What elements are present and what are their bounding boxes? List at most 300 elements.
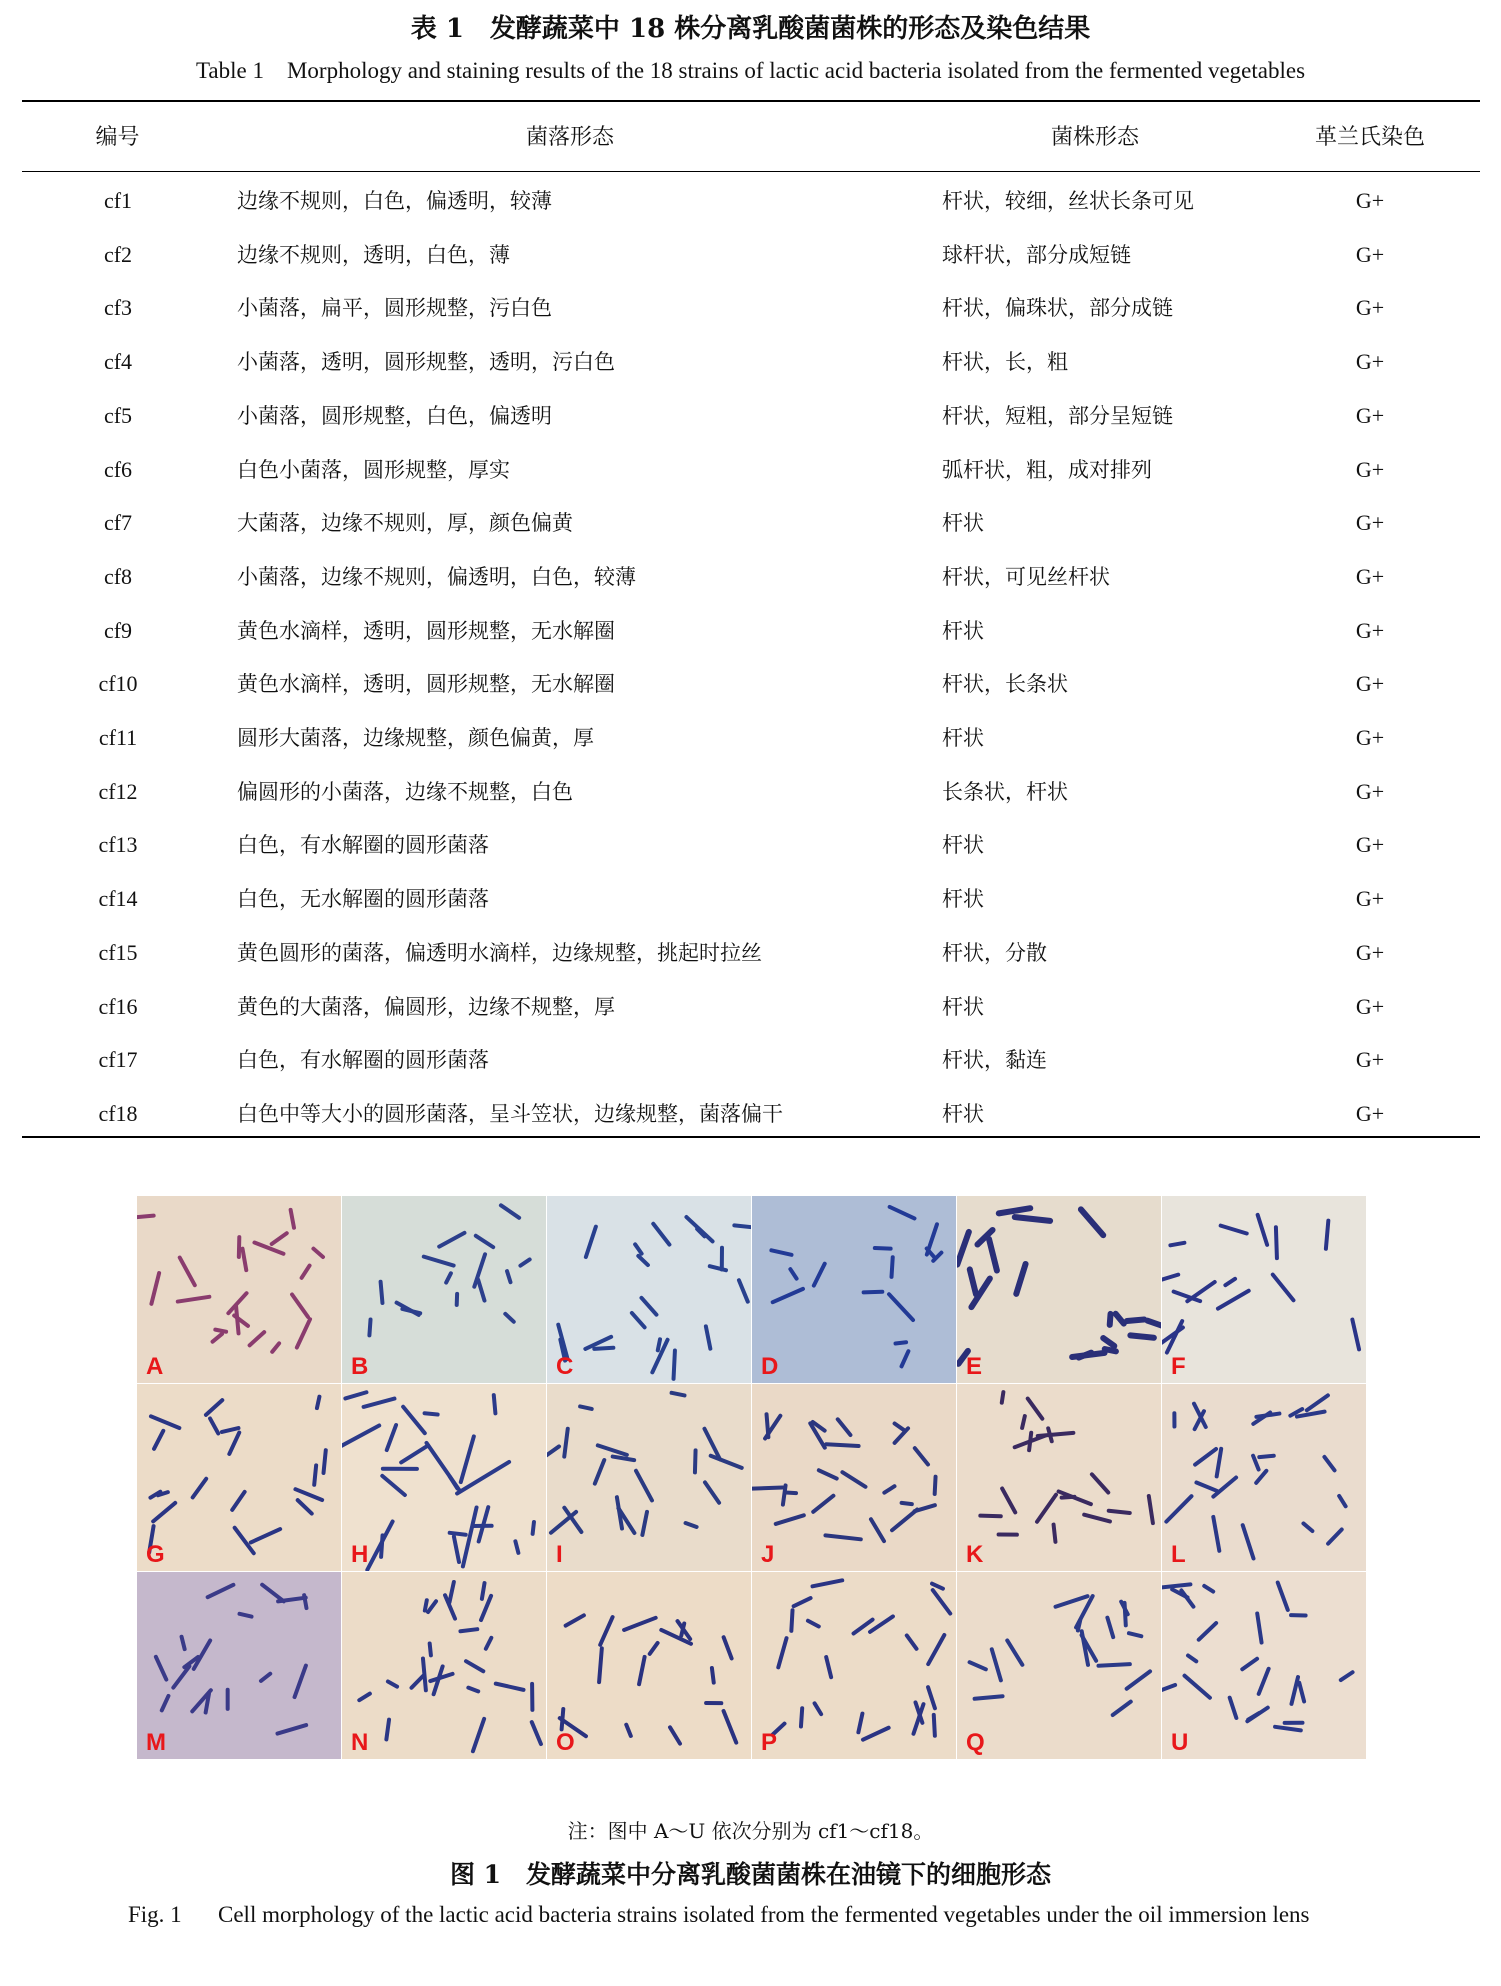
bacterium-cell [449, 1582, 453, 1602]
bacterium-cell [705, 1482, 719, 1502]
bacterium-cell [635, 1244, 642, 1253]
cell-id: cf2 [103, 241, 133, 267]
table-title-en: Table 1 Morphology and staining results of the 18 strains of lactic acid bacteria isolated from the fermented vegetables [195, 58, 1306, 83]
bacterium-cell [1247, 1708, 1267, 1722]
bacterium-cell [626, 1725, 631, 1736]
bacterium-cell [1054, 1525, 1056, 1542]
bacterium-cell [180, 1258, 195, 1286]
cell-colony: 黄色水滴样，透明，圆形规整，无水解圈 [237, 618, 615, 643]
bacterium-cell [980, 1516, 1000, 1517]
cell-cell-shape: 杆状 [942, 726, 984, 750]
cell-id: cf18 [98, 1100, 138, 1126]
bacterium-cell [1196, 1482, 1217, 1490]
table-header-rule [22, 171, 1480, 172]
cell-id: cf3 [103, 295, 133, 321]
cell-colony: 小菌落，圆形规整，白色，偏透明 [237, 403, 552, 428]
panel-label: J [761, 1541, 775, 1568]
bacterium-cell [1162, 1584, 1190, 1587]
bacterium-cell [151, 1416, 179, 1428]
cell-colony: 小菌落，透明，圆形规整，透明，污白色 [237, 350, 615, 375]
bacterium-cell [261, 1674, 270, 1681]
bacterium-cell [359, 1694, 370, 1701]
panel-label: E [966, 1353, 983, 1380]
table-row [0, 872, 1501, 926]
micrograph-image [547, 1196, 751, 1383]
bacterium-cell [801, 1708, 802, 1726]
bacterium-cell [624, 1618, 656, 1630]
bacterium-cell [819, 1470, 837, 1478]
cell-gram: G+ [1355, 402, 1385, 428]
bacterium-cell [706, 1326, 710, 1348]
table-bottom-rule [22, 1136, 1480, 1138]
bacterium-cell [686, 1217, 712, 1241]
bacterium-cell [613, 1457, 634, 1461]
bacterium-cell [1130, 1335, 1153, 1337]
header-cell: 菌株形态 [1050, 125, 1139, 150]
cell-gram: G+ [1355, 1047, 1385, 1073]
bacterium-cell [778, 1638, 786, 1667]
bacterium-cell [928, 1687, 935, 1708]
bacterium-cell [1213, 1477, 1236, 1496]
bacterium-cell [814, 1264, 825, 1286]
bacterium-cell [884, 1486, 894, 1492]
micrograph-panel [547, 1196, 751, 1383]
bacterium-cell [776, 1515, 804, 1524]
micrograph-panel [137, 1572, 341, 1759]
bacterium-cell [478, 1280, 484, 1301]
bacterium-cell [210, 1419, 218, 1434]
bacterium-cell [397, 1303, 419, 1315]
micrograph-image [752, 1196, 956, 1383]
bacterium-cell [1324, 1457, 1334, 1470]
bacterium-cell [813, 1496, 833, 1512]
bacterium-cell [1162, 1275, 1178, 1281]
bacterium-cell [381, 1282, 383, 1303]
bacterium-cell [653, 1224, 669, 1245]
bacterium-cell [915, 1448, 928, 1464]
panel-label: D [761, 1353, 779, 1380]
cell-id: cf13 [98, 832, 138, 858]
figure-caption-en: Cell morphology of the lactic acid bacteria strains isolated from the fermented vegetables under the oil immersion lens [218, 1902, 1310, 1927]
bacterium-cell [599, 1648, 602, 1682]
bacterium-cell [1098, 1664, 1129, 1666]
bacterium-cell [387, 1425, 396, 1450]
table-title-cn: 表 1 发酵蔬菜中 18 株分离乳酸菌菌株的形态及染色结果 [410, 14, 1091, 44]
cell-cell-shape: 杆状，分散 [942, 940, 1047, 965]
bacterium-cell [1217, 1449, 1222, 1477]
bacterium-cell [1038, 1433, 1074, 1436]
cell-cell-shape: 长条状，杆状 [942, 779, 1068, 804]
micrograph-panel [957, 1384, 1161, 1571]
cell-gram: G+ [1355, 241, 1385, 267]
bacterium-cell [632, 1313, 645, 1327]
bacterium-cell [1107, 1618, 1113, 1638]
bacterium-cell [194, 1640, 210, 1668]
bacterium-cell [1339, 1496, 1345, 1506]
bacterium-cell [460, 1629, 477, 1631]
bacterium-cell [739, 1280, 748, 1301]
cell-colony: 边缘不规则，透明，白色，薄 [237, 242, 510, 267]
bacterium-cell [826, 1657, 831, 1677]
cell-id: cf17 [98, 1047, 138, 1073]
bacterium-cell [1022, 1416, 1025, 1428]
micrograph-panel [342, 1196, 546, 1383]
table-row [0, 174, 1501, 228]
bacterium-cell [712, 1668, 714, 1683]
bacterium-cell [617, 1497, 622, 1528]
bacterium-cell [272, 1343, 279, 1351]
header-id: 编号 [95, 125, 140, 150]
bacterium-cell [1259, 1669, 1269, 1694]
bacterium-cell [1303, 1523, 1312, 1531]
cell-id: cf9 [103, 617, 133, 643]
cell-cell-shape: 杆状 [942, 887, 984, 912]
bacterium-cell [473, 1719, 484, 1751]
bacterium-cell [382, 1476, 405, 1495]
cell-gram: G+ [1355, 188, 1385, 213]
bacterium-cell [381, 1535, 382, 1556]
bacterium-cell [515, 1541, 518, 1553]
table-row [0, 1087, 1501, 1141]
micrograph-image [342, 1384, 546, 1571]
bacterium-cell [1062, 1497, 1075, 1498]
bacterium-cell [277, 1725, 306, 1734]
bacterium-cell [425, 1600, 427, 1610]
cell-cell-shape: 杆状 [942, 1101, 984, 1126]
figure-number-en: Fig. 1 [128, 1902, 182, 1927]
micrograph-image [547, 1384, 751, 1571]
bacterium-cell [403, 1407, 425, 1433]
micrograph-panel [342, 1384, 546, 1571]
bacterium-cell [254, 1243, 283, 1254]
bacterium-cell [752, 1487, 783, 1488]
cell-colony: 白色小菌落，圆形规整，厚实 [237, 457, 510, 482]
bacterium-cell [970, 1269, 976, 1294]
panel-label: B [351, 1353, 369, 1380]
table-row [0, 228, 1501, 282]
panel-label: L [1171, 1541, 1186, 1568]
bacterium-cell [586, 1227, 596, 1257]
cell-gram: G+ [1355, 456, 1385, 482]
bacterium-cell [957, 1232, 969, 1265]
bacterium-cell [533, 1522, 534, 1534]
bacterium-cell [1213, 1517, 1219, 1551]
table-row [0, 496, 1501, 550]
bacterium-cell [892, 1257, 893, 1277]
cell-gram: G+ [1355, 1100, 1385, 1126]
bacterium-cell [439, 1233, 464, 1247]
bacterium-cell [232, 1492, 244, 1510]
micrograph-panel [957, 1572, 1161, 1759]
micrograph-image [957, 1384, 1161, 1571]
bacterium-cell [970, 1662, 986, 1669]
bacterium-cell [193, 1479, 207, 1498]
bacterium-cell [313, 1249, 323, 1257]
bacterium-cell [1257, 1614, 1261, 1643]
micrograph-panel [547, 1572, 751, 1759]
cell-id: cf10 [98, 671, 138, 697]
micrograph-grid [137, 1196, 1366, 1759]
bacterium-cell [532, 1722, 541, 1744]
table-row [0, 1033, 1501, 1087]
bacterium-cell [291, 1210, 294, 1228]
bacterium-cell [1297, 1412, 1325, 1417]
micrograph-panel [1162, 1196, 1366, 1383]
table-row [0, 443, 1501, 497]
bacterium-cell [206, 1400, 222, 1415]
cell-id: cf11 [98, 725, 138, 750]
bacterium-cell [1243, 1525, 1254, 1558]
bacterium-cell [1056, 1596, 1088, 1607]
bacterium-cell [1256, 1471, 1266, 1483]
bacterium-cell [566, 1615, 584, 1625]
bacterium-cell [137, 1216, 154, 1218]
micrograph-panel [752, 1384, 956, 1571]
bacterium-cell [430, 1643, 431, 1655]
bacterium-cell [790, 1269, 796, 1278]
bacterium-cell [463, 1507, 477, 1566]
bacterium-cell [1116, 1314, 1124, 1324]
bacterium-cell [1127, 1671, 1150, 1688]
micrograph-panel [342, 1572, 546, 1759]
cell-id: cf5 [103, 402, 133, 428]
figure-title-en [128, 1895, 1388, 1935]
bacterium-cell [771, 1250, 791, 1255]
bacterium-cell [989, 1239, 997, 1270]
bacterium-cell [1103, 1338, 1114, 1346]
bacterium-cell [890, 1207, 915, 1219]
bacterium-cell [229, 1433, 239, 1454]
panel-label: N [351, 1729, 369, 1756]
bacterium-cell [928, 1635, 944, 1664]
cell-id: cf12 [98, 778, 138, 804]
cell-id: cf8 [103, 563, 133, 589]
micrograph-image [1162, 1572, 1366, 1759]
cell-cell-shape: 杆状，短粗，部分呈短链 [942, 403, 1173, 428]
table-row [0, 550, 1501, 604]
table-row [0, 980, 1501, 1034]
cell-cell-shape: 杆状，黏连 [942, 1048, 1047, 1073]
bacterium-cell [1015, 1217, 1050, 1221]
bacterium-cell [547, 1446, 559, 1458]
panel-label: K [966, 1541, 984, 1568]
bacterium-cell [975, 1696, 1003, 1699]
bacterium-cell [314, 1465, 316, 1484]
bacterium-cell [424, 1257, 454, 1266]
cell-gram: G+ [1355, 671, 1385, 697]
bacterium-cell [786, 1493, 796, 1494]
micrograph-panel [547, 1384, 751, 1571]
bacterium-cell [594, 1348, 613, 1349]
bacterium-cell [1110, 1314, 1111, 1325]
bacterium-cell [642, 1512, 647, 1535]
panel-label: Q [966, 1729, 985, 1756]
bacterium-cell [292, 1294, 308, 1316]
bacterium-cell [858, 1714, 862, 1733]
bacterium-cell [466, 1661, 483, 1671]
bacterium-cell [1242, 1659, 1257, 1669]
micrograph-panel [137, 1196, 341, 1383]
bacterium-cell [173, 1666, 189, 1687]
bacterium-cell [670, 1727, 680, 1743]
cell-cell-shape: 球杆状，部分成短链 [942, 242, 1131, 267]
cell-colony: 大菌落，边缘不规则，厚，颜色偏黄 [237, 511, 573, 536]
bacterium-cell [154, 1431, 163, 1449]
bacterium-cell [896, 1342, 907, 1343]
bacterium-cell [520, 1259, 529, 1265]
cell-colony: 偏圆形的小菌落，边缘不规整，白色 [237, 779, 573, 804]
bacterium-cell [162, 1696, 169, 1710]
micrograph-panel [137, 1384, 341, 1571]
bacterium-cell [1002, 1392, 1004, 1403]
cell-gram: G+ [1355, 725, 1385, 750]
bacterium-cell [580, 1406, 592, 1409]
micrograph-image [547, 1572, 751, 1759]
table-row [0, 711, 1501, 765]
cell-cell-shape: 杆状，长，粗 [942, 350, 1068, 375]
cell-gram: G+ [1355, 832, 1385, 858]
panel-label: P [761, 1729, 778, 1756]
bacterium-cell [711, 1456, 742, 1468]
bacterium-cell [213, 1334, 222, 1342]
bacterium-cell [401, 1445, 428, 1462]
bacterium-cell [695, 1450, 696, 1472]
bacterium-cell [1230, 1698, 1237, 1718]
bacterium-cell [1149, 1496, 1153, 1523]
bacterium-cell [1225, 1279, 1235, 1285]
bacterium-cell [1078, 1620, 1080, 1630]
table-row [0, 281, 1501, 335]
bacterium-cell [773, 1289, 803, 1302]
header-gram: 革兰氏染色 [1314, 125, 1425, 150]
bacterium-cell [1273, 1275, 1294, 1301]
bacterium-cell [933, 1590, 951, 1613]
bacterium-cell [826, 1444, 858, 1446]
bacterium-cell [505, 1314, 513, 1322]
micrograph-image [752, 1572, 956, 1759]
bacterium-cell [638, 1256, 648, 1265]
cell-id: cf1 [103, 188, 133, 213]
bacterium-cell [641, 1298, 656, 1315]
bacterium-cell [222, 1428, 239, 1432]
cell-id: cf7 [103, 510, 133, 536]
bacterium-cell [151, 1273, 159, 1304]
bacterium-cell [902, 1351, 909, 1366]
cell-cell-shape: 杆状 [942, 618, 984, 643]
bacterium-cell [494, 1395, 496, 1413]
bacterium-cell [562, 1709, 564, 1729]
bacterium-cell [1221, 1226, 1247, 1234]
bacterium-cell [302, 1266, 310, 1278]
bacterium-cell [345, 1392, 366, 1398]
bacterium-cell [863, 1728, 889, 1740]
bacterium-cell [636, 1471, 652, 1501]
bacterium-cell [388, 1681, 397, 1686]
bacterium-cell [317, 1397, 319, 1408]
bacterium-cell [1002, 1488, 1015, 1512]
bacterium-cell [600, 1617, 612, 1645]
bacterium-cell [935, 1477, 936, 1494]
bacterium-cell [295, 1666, 306, 1697]
bacterium-cell [446, 1273, 451, 1282]
bacterium-cell [386, 1720, 389, 1740]
bacterium-cell [1259, 1456, 1274, 1457]
bacterium-cell [236, 1306, 239, 1334]
bacterium-cell [875, 1248, 891, 1249]
bacterium-cell [1166, 1496, 1191, 1521]
bacterium-cell [1081, 1209, 1103, 1235]
cell-id: cf4 [103, 349, 133, 375]
bacterium-cell [724, 1637, 732, 1658]
bacterium-cell [156, 1657, 166, 1680]
bacterium-cell [658, 1339, 660, 1350]
table-top-rule [22, 100, 1480, 102]
bacterium-cell [932, 1584, 943, 1589]
cell-cell-shape: 杆状，可见丝杆状 [942, 564, 1110, 589]
bacterium-cell [934, 1715, 935, 1736]
bacterium-cell [461, 1436, 474, 1482]
bacterium-cell [999, 1208, 1030, 1213]
bacterium-cell [1129, 1633, 1141, 1636]
bacterium-cell [1007, 1640, 1022, 1664]
panel-label: G [146, 1541, 165, 1568]
panel-label: M [146, 1729, 166, 1756]
bacterium-cell [240, 1614, 252, 1617]
table-row [0, 604, 1501, 658]
bacterium-cell [650, 1643, 658, 1654]
cell-colony: 小菌落，边缘不规则，偏透明，白色，较薄 [237, 564, 636, 589]
micrograph-image [1162, 1384, 1366, 1571]
bacterium-cell [598, 1445, 627, 1455]
bacterium-cell [468, 1688, 478, 1692]
bacterium-cell [412, 1676, 423, 1688]
table-row [0, 335, 1501, 389]
bacterium-cell [1326, 1221, 1328, 1249]
bacterium-cell [182, 1637, 185, 1649]
micrograph-panel [1162, 1572, 1366, 1759]
bacterium-cell [927, 1224, 937, 1254]
cell-cell-shape: 杆状 [942, 994, 984, 1019]
bacterium-cell [1218, 1291, 1249, 1309]
cell-gram: G+ [1355, 778, 1385, 804]
bacterium-cell [842, 1472, 865, 1487]
bacterium-cell [369, 1320, 370, 1336]
bacterium-cell [902, 1503, 912, 1504]
table-row [0, 389, 1501, 443]
bacterium-cell [1204, 1586, 1213, 1592]
micrograph-image [137, 1572, 341, 1759]
bacterium-cell [1352, 1320, 1359, 1350]
cell-colony: 白色，无水解圈的圆形菌落 [237, 887, 489, 912]
bacterium-cell [791, 1610, 792, 1631]
cell-id: cf15 [98, 939, 138, 965]
bacterium-cell [639, 1657, 645, 1684]
bacterium-cell [482, 1583, 485, 1599]
bacterium-cell [1299, 1683, 1304, 1702]
bacterium-cell [864, 1292, 883, 1293]
bacterium-cell [1084, 1515, 1110, 1522]
bacterium-cell [364, 1399, 395, 1407]
bacterium-cell [297, 1319, 310, 1347]
bacterium-cell [262, 1585, 284, 1602]
bacterium-cell [1276, 1227, 1277, 1258]
cell-gram: G+ [1355, 939, 1385, 965]
micrograph-panel [1162, 1384, 1366, 1571]
bacterium-cell [1109, 1511, 1130, 1513]
bacterium-cell [1341, 1672, 1353, 1680]
micrograph-image [957, 1196, 1161, 1383]
cell-gram: G+ [1355, 563, 1385, 589]
